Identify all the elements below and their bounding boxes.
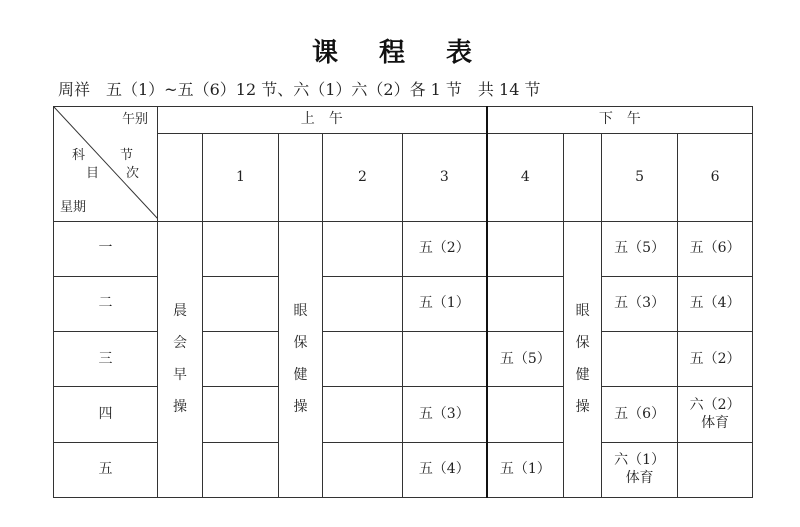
- corner-label-xingqi: 星期: [60, 200, 87, 215]
- schedule-table: [53, 106, 753, 498]
- period-header-2: 2: [323, 134, 403, 221]
- class-cell: 六（2） 体育: [678, 387, 753, 442]
- corner-header-cell: [54, 107, 158, 222]
- class-cell: [403, 332, 487, 387]
- day-label: 三: [54, 332, 158, 387]
- class-cell: [602, 332, 678, 387]
- corner-label-jie: 节: [120, 148, 134, 163]
- eye-exercise-header-1: [279, 134, 323, 221]
- class-cell: 五（1）: [403, 276, 487, 331]
- corner-label-ke: 科: [72, 148, 86, 163]
- class-cell: 五（2）: [678, 332, 753, 387]
- eye-exercise-cell-1: [279, 221, 323, 497]
- class-cell: [203, 442, 279, 497]
- period-header-5: 5: [602, 134, 678, 221]
- class-cell: [323, 221, 403, 276]
- page-title: 课 程 表: [311, 38, 489, 68]
- class-cell: 五（5）: [487, 332, 564, 387]
- class-cell: [203, 276, 279, 331]
- class-cell: [323, 442, 403, 497]
- afternoon-header: 下 午: [487, 107, 753, 134]
- corner-label-wubie: 午别: [122, 112, 149, 127]
- class-cell: [678, 442, 753, 497]
- eye-exercise-header-2: [564, 134, 602, 221]
- corner-label-mu: 目: [86, 166, 100, 181]
- class-cell: [323, 276, 403, 331]
- header-row-session: [54, 107, 753, 134]
- morning-exercise-label: 晨会早操: [173, 303, 187, 416]
- morning-header: 上 午: [158, 107, 487, 134]
- class-cell: [323, 387, 403, 442]
- eye-exercise-label-1: 眼保健操: [293, 303, 308, 416]
- schedule-summary: 周祥 五（1）~五（6）12 节、六（1）六（2）各 1 节 共 14 节: [58, 80, 541, 99]
- class-cell: 五（2）: [403, 221, 487, 276]
- class-cell: 五（5）: [602, 221, 678, 276]
- day-label: 五: [54, 442, 158, 497]
- class-cell: 五（1）: [487, 442, 564, 497]
- class-cell: 六（1） 体育: [602, 442, 678, 497]
- period-header-6: 6: [678, 134, 753, 221]
- period-header-1: 1: [203, 134, 279, 221]
- day-label: 二: [54, 276, 158, 331]
- class-cell: 五（4）: [678, 276, 753, 331]
- table-row: [54, 221, 753, 276]
- class-cell: [203, 221, 279, 276]
- eye-exercise-label-2: 眼保健操: [575, 303, 590, 416]
- class-cell: 五（6）: [678, 221, 753, 276]
- class-cell: 五（6）: [602, 387, 678, 442]
- class-cell: [203, 332, 279, 387]
- corner-label-ci: 次: [126, 166, 140, 181]
- class-cell: 五（4）: [403, 442, 487, 497]
- class-cell: [487, 221, 564, 276]
- morning-exercise-header: [158, 134, 203, 221]
- class-cell: [203, 387, 279, 442]
- class-cell: [487, 387, 564, 442]
- class-cell: 五（3）: [403, 387, 487, 442]
- eye-exercise-cell-2: [564, 221, 602, 497]
- period-header-3: 3: [403, 134, 487, 221]
- day-label: 四: [54, 387, 158, 442]
- class-cell: 五（3）: [602, 276, 678, 331]
- class-cell: [487, 276, 564, 331]
- day-label: 一: [54, 221, 158, 276]
- class-cell: [323, 332, 403, 387]
- morning-exercise-cell: [158, 221, 203, 497]
- period-header-4: 4: [487, 134, 564, 221]
- header-row-periods: [54, 134, 753, 221]
